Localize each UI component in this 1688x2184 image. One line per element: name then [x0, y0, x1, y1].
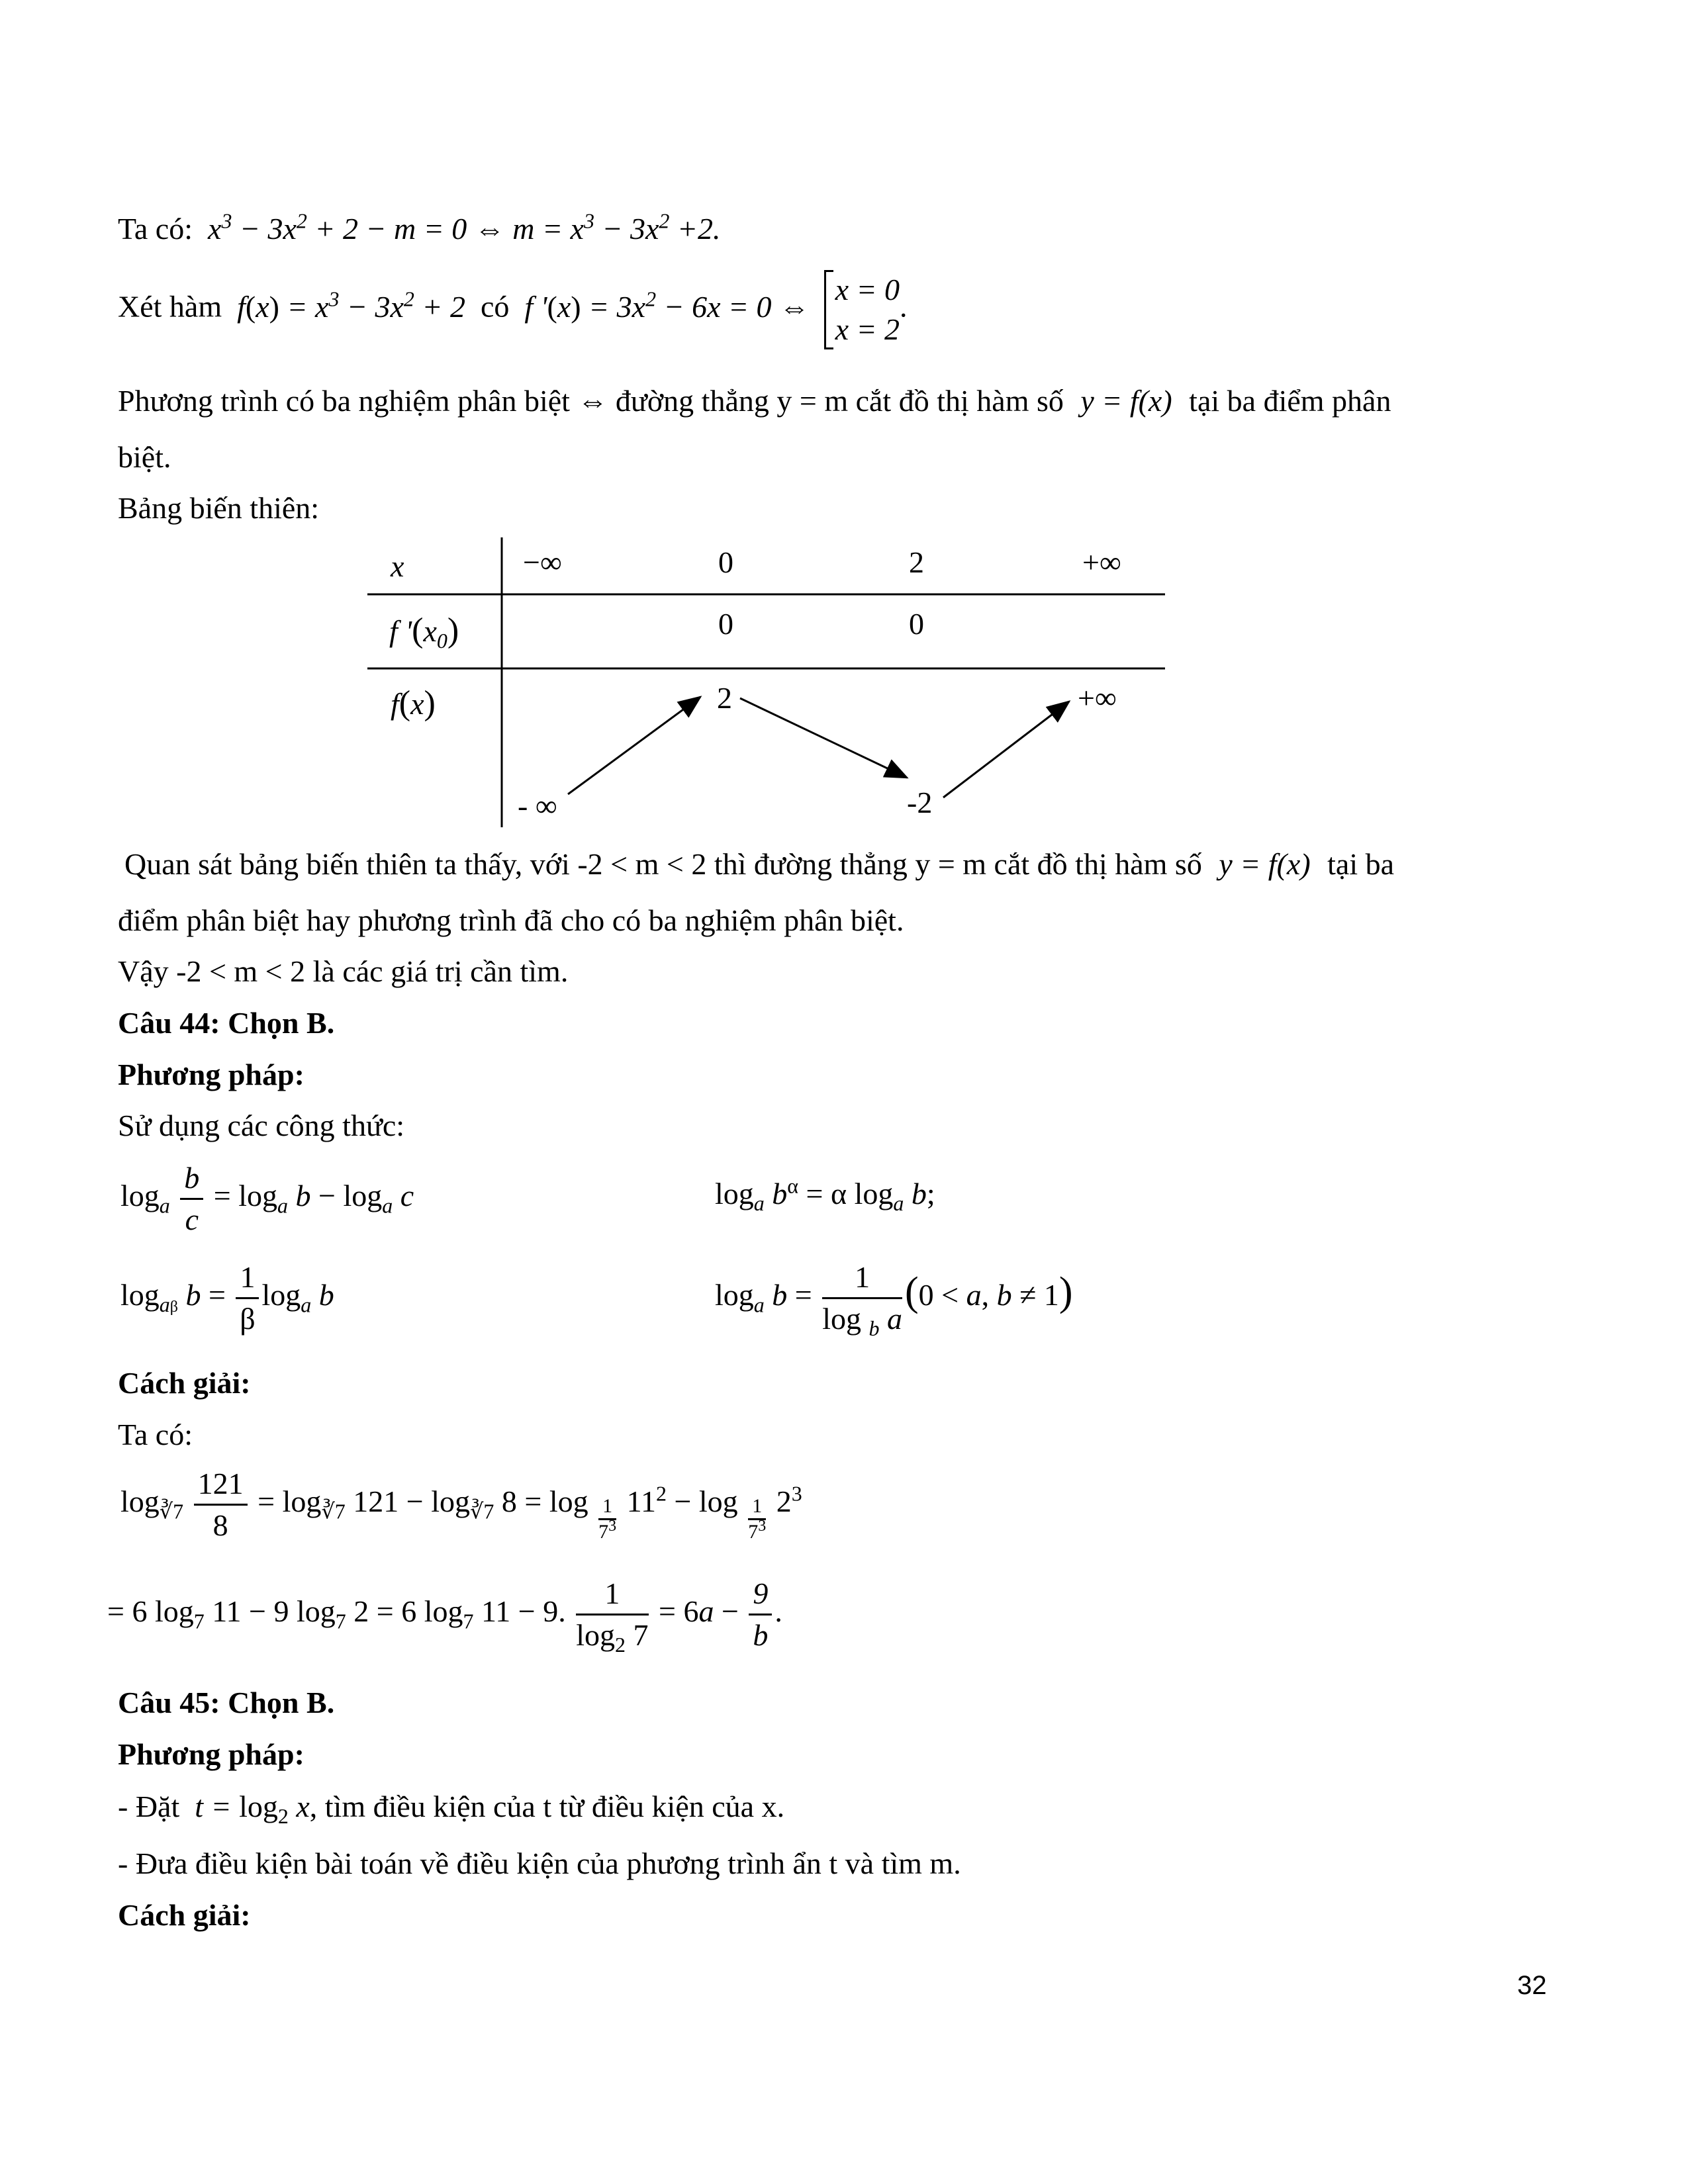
fprime-zero-2: 0 — [909, 607, 924, 641]
page-number: 32 — [1517, 1971, 1547, 2000]
formula-log-quotient: $\log_a$ $\frac{b}{c}$ = $\log_a b - \log_a c$ — [120, 1158, 414, 1240]
derivative-equation: f '$(x) = 3x^2 - 6x = 0$ ⇔ — [516, 287, 810, 324]
x-val-pos-inf: +∞ — [1082, 545, 1121, 579]
derivative-line: Xét hàm $f(x) = x^3 - 3x^2 + 2$ có f '$(x) = 3x^2 - 6x = 0$ ⇔ x = 0 x = 2 . — [118, 270, 908, 349]
conclusion-3: Vậy -2 < m < 2 là các giá trị cần tìm. — [118, 954, 569, 988]
conclusion-2: điểm phân biệt hay phương trình đã cho có ba nghiệm phân biệt. — [118, 903, 904, 937]
q45-step-1: - Đặt $t = \log_2 x$, tìm điều kiện của t từ điều kiện của x. — [118, 1790, 785, 1829]
table-row-f: f(x) — [391, 684, 436, 722]
bbt-title: Bảng biến thiên: — [118, 491, 320, 525]
q44-ta-co: Ta có: — [118, 1418, 193, 1451]
arrow-up-1 — [568, 697, 700, 794]
q45-method: Phương pháp: — [118, 1737, 305, 1771]
q45-solution: Cách giải: — [118, 1898, 251, 1932]
p1-math: y = f(x) — [1080, 384, 1172, 418]
formula-log-base-power: $\log_{a\beta} b$ = $\frac{1}{\beta}$ $\log_a b$ — [120, 1257, 334, 1339]
x-val-0: 0 — [718, 545, 733, 579]
x-val-2: 2 — [909, 545, 924, 579]
formula-log-power: $\log_a b^\alpha = \alpha$ $\log_a b$; — [715, 1173, 935, 1216]
solution-line-2: = 6 $\log_7 11 - 9$ $\log_7 2 = 6$ $\log_7 11 - 9$. $\frac{1}{\log_2 7}$ = 6a − $\frac{9}{b}$ . — [107, 1574, 782, 1655]
paragraph-1: Phương trình có ba nghiệm phân biệt ⇔ đường thẳng y = m cắt đồ thị hàm số y = f(x) tại ba điểm phân — [118, 384, 1391, 418]
arrow-up-2 — [943, 702, 1069, 797]
arrow-down — [740, 698, 907, 778]
table-row-fprime: f '$(x_0)$ — [389, 612, 459, 653]
function-definition: $f(x) = x^3 - 3x^2 + 2$ — [229, 287, 473, 324]
f-val-min: -2 — [907, 786, 933, 819]
f-val-max: 2 — [717, 681, 732, 715]
f-val-pos-inf: +∞ — [1078, 681, 1117, 715]
solution-line-1: $\log_{∛7}$ $\frac{121}{8}$ = $\log_{∛7} 121 - \log_{∛7} 8 = \log$ $\frac{1}{7^3}$ $11^2 - \log$ $\frac{1}{7^3}$ $2^3$ — [120, 1464, 802, 1545]
x-val-neg-inf: −∞ — [523, 545, 562, 579]
q44-solution: Cách giải: — [118, 1366, 251, 1400]
root-1: x = 0 — [835, 273, 900, 306]
f-val-neg-inf: - ∞ — [518, 789, 557, 823]
fprime-zero-1: 0 — [718, 607, 733, 641]
paragraph-1-cont: biệt. — [118, 440, 171, 474]
q45-step-2: - Đưa điều kiện bài toán về điều kiện của phương trình ẩn t và tìm m. — [118, 1846, 961, 1880]
xet-ham-label: Xét hàm — [118, 289, 222, 324]
equation-1: $x^3 - 3x^2 + 2 - m = 0$ ⇔ $m = x^3 - 3x^2 +2$. — [200, 208, 721, 246]
formula-log-reciprocal: $\log_a b$ = $\frac{1}{\log _b a}$ (0 < a, b ≠ 1) — [715, 1257, 1073, 1339]
q45-heading: Câu 45: Chọn B. — [118, 1686, 335, 1719]
ta-co-label: Ta có: — [118, 212, 193, 246]
table-row-x: x — [391, 549, 404, 583]
q44-method: Phương pháp: — [118, 1058, 305, 1091]
conclusion-1: Quan sát bảng biến thiên ta thấy, với -2 < m < 2 thì đường thẳng y = m cắt đồ thị hàm số y = f(x) tại ba — [124, 847, 1395, 881]
co-label: có — [480, 289, 510, 324]
q44-heading: Câu 44: Chọn B. — [118, 1006, 335, 1040]
q44-use: Sử dụng các công thức: — [118, 1109, 405, 1142]
root-2: x = 2 — [835, 312, 900, 346]
